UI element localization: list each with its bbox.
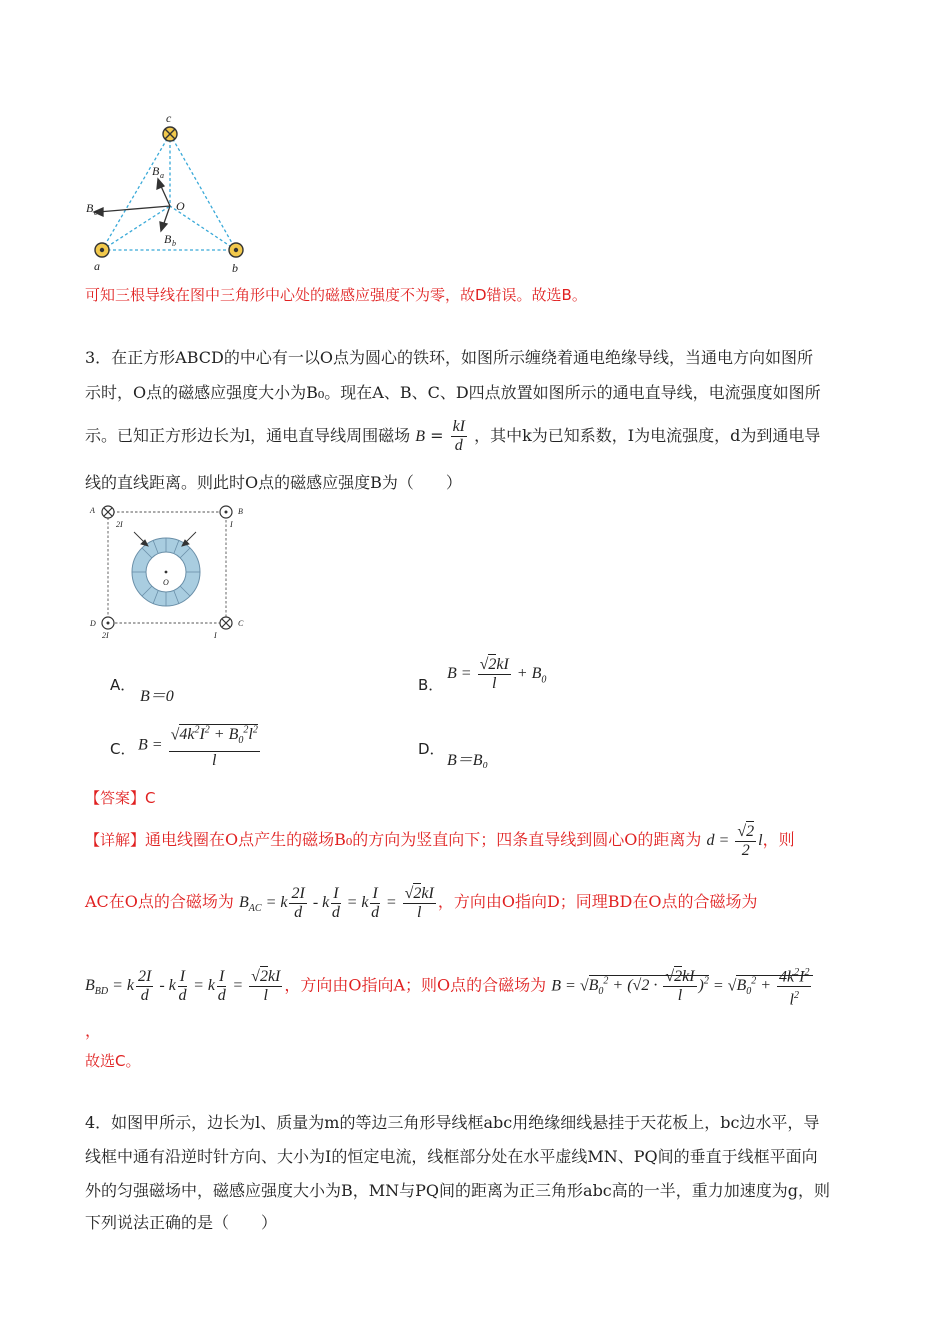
wire-B-icon [220, 506, 232, 518]
q3-conclusion: 故选C。 [85, 1052, 141, 1070]
q3-line-3: 示。已知正方形边长为l，通电直导线周围磁场 B = $\frac{kI}{d}$ ，其中k为已知系数，I为电流强度，d为到通电导 [85, 418, 821, 454]
q3-line-3a: 示。已知正方形边长为l，通电直导线周围磁场 [85, 426, 411, 445]
wire-a-icon [95, 243, 109, 257]
svg-text:2I: 2I [116, 520, 123, 529]
svg-text:C: C [238, 619, 244, 628]
svg-text:I: I [230, 520, 233, 529]
svg-text:D: D [90, 619, 96, 628]
svg-text:a: a [94, 259, 100, 273]
detail-comma: ， [85, 1021, 102, 1040]
q3-line-1: 3．在正方形ABCD的中心有一以O点为圆心的铁环，如图所示缠绕着通电绝缘导线，当通电方向如图所 [85, 348, 813, 367]
answer-text: 【答案】C [85, 789, 156, 807]
svg-text:c: c [94, 208, 98, 217]
svg-text:B: B [86, 201, 94, 215]
option-d-expr: B＝B₀ [447, 752, 489, 769]
option-b-label[interactable]: B． [418, 676, 444, 694]
detail-line-1: 【详解】通电线圈在O点产生的磁场B₀的方向为竖直向下；四条直导线到圆心O的距离为 d = $\frac{√2}{2}$ l，则 [85, 822, 795, 859]
svg-text:2I: 2I [102, 631, 109, 640]
option-d-label[interactable]: D． [418, 740, 445, 758]
triangle-field-figure [80, 108, 260, 278]
iron-ring-icon [132, 538, 200, 606]
wire-D-icon [102, 617, 114, 629]
wire-A-icon [102, 506, 114, 518]
conclusion-text: 可知三根导线在图中三角形中心处的磁感应强度不为零，故D错误。故选B。 [85, 286, 587, 304]
option-a-expr: B＝0 [140, 688, 174, 705]
wire-c-icon [163, 127, 177, 141]
q4-line-3: 外的匀强磁场中，磁感应强度大小为B，MN与PQ间的距离为正三角形abc高的一半，重力加速度为g，则 [85, 1181, 831, 1200]
wire-C-icon [220, 617, 232, 629]
option-c-expr: B = $\frac{√4k^2I^2 + B_0^2l^2}{l}$ [138, 722, 262, 770]
q3-line-3b: ，其中k为已知系数，I为电流强度，d为到通电导 [474, 426, 821, 445]
option-a-label[interactable]: A． [110, 676, 136, 694]
option-c-label[interactable]: C． [110, 740, 136, 758]
svg-text:I: I [214, 631, 217, 640]
q3-line-2: 示时，O点的磁感应强度大小为B₀。现在A、B、C、D四点放置如图所示的通电直导线，电流强度如图所 [85, 383, 821, 402]
q3-line-4: 线的直线距离。则此时O点的磁感应强度B为（ ） [85, 473, 462, 492]
detail-line-2: AC在O点的合磁场为 $B_{AC} = k$ $\frac{2I}{d}$ - k $\frac{I}{d}$ = k $\frac{I}{d}$ = $\frac{√2kI}{l}$ ，方向由O指向D；同理BD在O点的合磁场为 [85, 884, 758, 921]
square-ring-figure [86, 502, 261, 642]
svg-text:A: A [90, 506, 95, 515]
svg-text:O: O [176, 199, 185, 213]
svg-text:b: b [232, 261, 238, 275]
q4-line-4: 下列说法正确的是（ ） [85, 1213, 278, 1232]
wire-b-icon [229, 243, 243, 257]
svg-text:c: c [166, 111, 172, 125]
svg-text:B: B [152, 164, 160, 178]
detail-line-3: $B_{BD} = k$ $\frac{2I}{d}$ - k $\frac{I}{d}$ = k $\frac{I}{d}$ = $\frac{√2kI}{l}$ ，方向由O指向A；则O点的合磁场为 $B = √B_0^2 + (√2$ · $\frac{√2kI}{l}$ )$^2 = √B_0^2$ + $\frac{4k^2I^2}{l^2}$ [85, 958, 813, 1017]
q4-line-1: 4．如图甲所示，边长为l、质量为m的等边三角形导线框abc用绝缘细线悬挂于天花板上，bc边水平，导 [85, 1113, 820, 1132]
svg-text:B: B [164, 232, 172, 246]
svg-text:B: B [238, 507, 243, 516]
svg-text:b: b [172, 239, 176, 248]
option-b-expr: B = $\frac{√2kI}{l}$ + $B_0$ [447, 656, 547, 692]
q4-line-2: 线框中通有沿逆时针方向、大小为I的恒定电流，线框部分处在水平虚线MN、PQ间的垂直于线框平面向 [85, 1147, 818, 1166]
svg-text:a: a [160, 171, 164, 180]
svg-text:O: O [163, 578, 169, 587]
